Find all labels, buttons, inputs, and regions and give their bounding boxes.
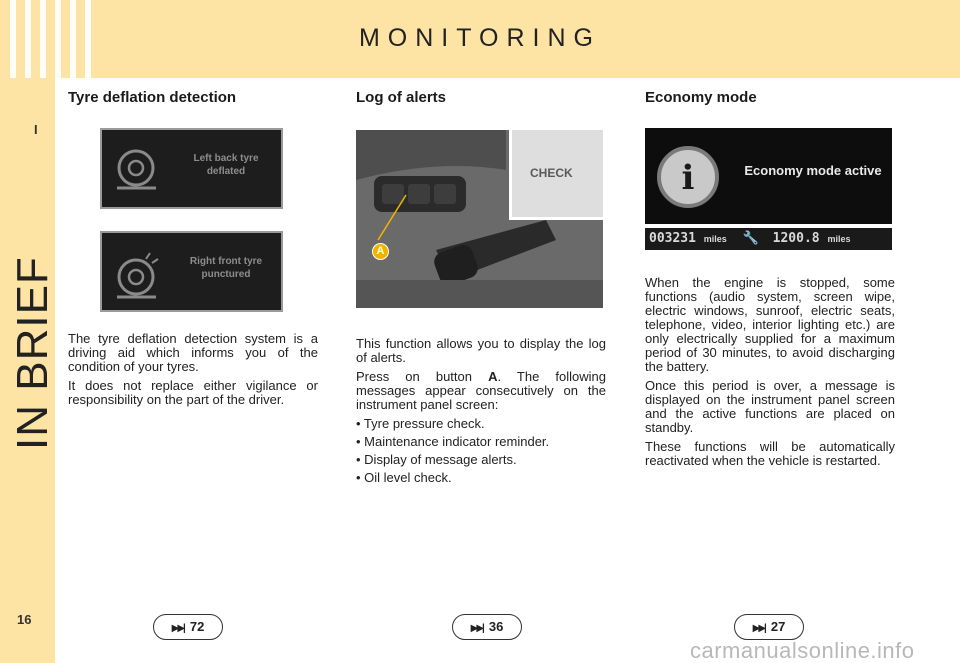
log-intro: This function allows you to display the log of alerts. <box>356 336 606 365</box>
alert-item: • Display of message alerts. <box>356 452 517 467</box>
check-text: CHECK <box>530 166 573 180</box>
info-icon: i <box>657 146 719 208</box>
log-of-alerts-heading: Log of alerts <box>356 89 447 106</box>
odometer-unit: miles <box>703 234 727 244</box>
economy-paragraph: These functions will be automatically reactivated when the vehicle is restarted. <box>645 439 895 468</box>
alert-item: • Maintenance indicator reminder. <box>356 434 550 449</box>
check-display-inset <box>509 130 603 220</box>
page-reference-link[interactable]: ▶▶| 36 <box>452 614 522 640</box>
tyre-punctured-screen <box>100 231 283 312</box>
screen-message: Left back tyre deflated <box>193 153 259 177</box>
economy-paragraph: When the engine is stopped, some functions (audio system, screen wipe, electric windows, sunroof, electric seats, telephone, video, interior lighting etc.) are only electrically supplied for a maximum period of 30 minutes, to avoid discharging the battery. <box>645 275 895 374</box>
section-title-text: IN BRIEF <box>8 256 57 450</box>
economy-mode-message: Economy mode active <box>744 163 882 178</box>
tyre-deflated-icon <box>114 146 162 194</box>
wrench-icon: 🔧 <box>742 231 759 246</box>
log-press-instruction: Press on button A. The following messages appear consecutively on the instrument panel screen: <box>356 369 606 412</box>
chapter-number: I <box>34 122 38 137</box>
tyre-deflation-heading: Tyre deflation detection <box>68 89 237 106</box>
odometer-value: 003231 <box>649 231 696 246</box>
economy-mode-screen <box>645 128 892 224</box>
skip-forward-icon: ▶▶| <box>752 623 765 634</box>
economy-paragraph: Once this period is over, a message is displayed on the instrument panel screen and the active functions are placed on standby. <box>645 378 895 435</box>
tyre-paragraph: The tyre deflation detection system is a driving aid which informs you of the condition of your tyres. <box>68 331 318 374</box>
odometer-strip <box>645 228 892 250</box>
alert-item: • Tyre pressure check. <box>356 416 485 431</box>
alert-item: • Oil level check. <box>356 470 452 485</box>
dashboard-photo <box>356 130 603 308</box>
page-reference-link[interactable]: ▶▶| 27 <box>734 614 804 640</box>
tyre-paragraph: It does not replace either vigilance or responsibility on the part of the driver. <box>68 378 318 407</box>
watermark: carmanualsonline.info <box>690 638 915 663</box>
trip-value: 1200.8 <box>772 231 820 246</box>
button-a-ref: A <box>488 369 498 384</box>
page-number: 16 <box>17 612 32 627</box>
economy-mode-heading: Economy mode <box>645 89 757 106</box>
page-title: MONITORING <box>358 24 602 52</box>
trip-unit: miles <box>827 234 851 244</box>
skip-forward-icon: ▶▶| <box>470 623 483 634</box>
tyre-deflated-screen <box>100 128 283 209</box>
screen-message: Right front tyre punctured <box>189 256 263 280</box>
button-a-marker: A <box>372 243 389 260</box>
tyre-punctured-icon <box>114 249 162 301</box>
page-reference-link[interactable]: ▶▶| 72 <box>153 614 223 640</box>
skip-forward-icon: ▶▶| <box>171 623 184 634</box>
